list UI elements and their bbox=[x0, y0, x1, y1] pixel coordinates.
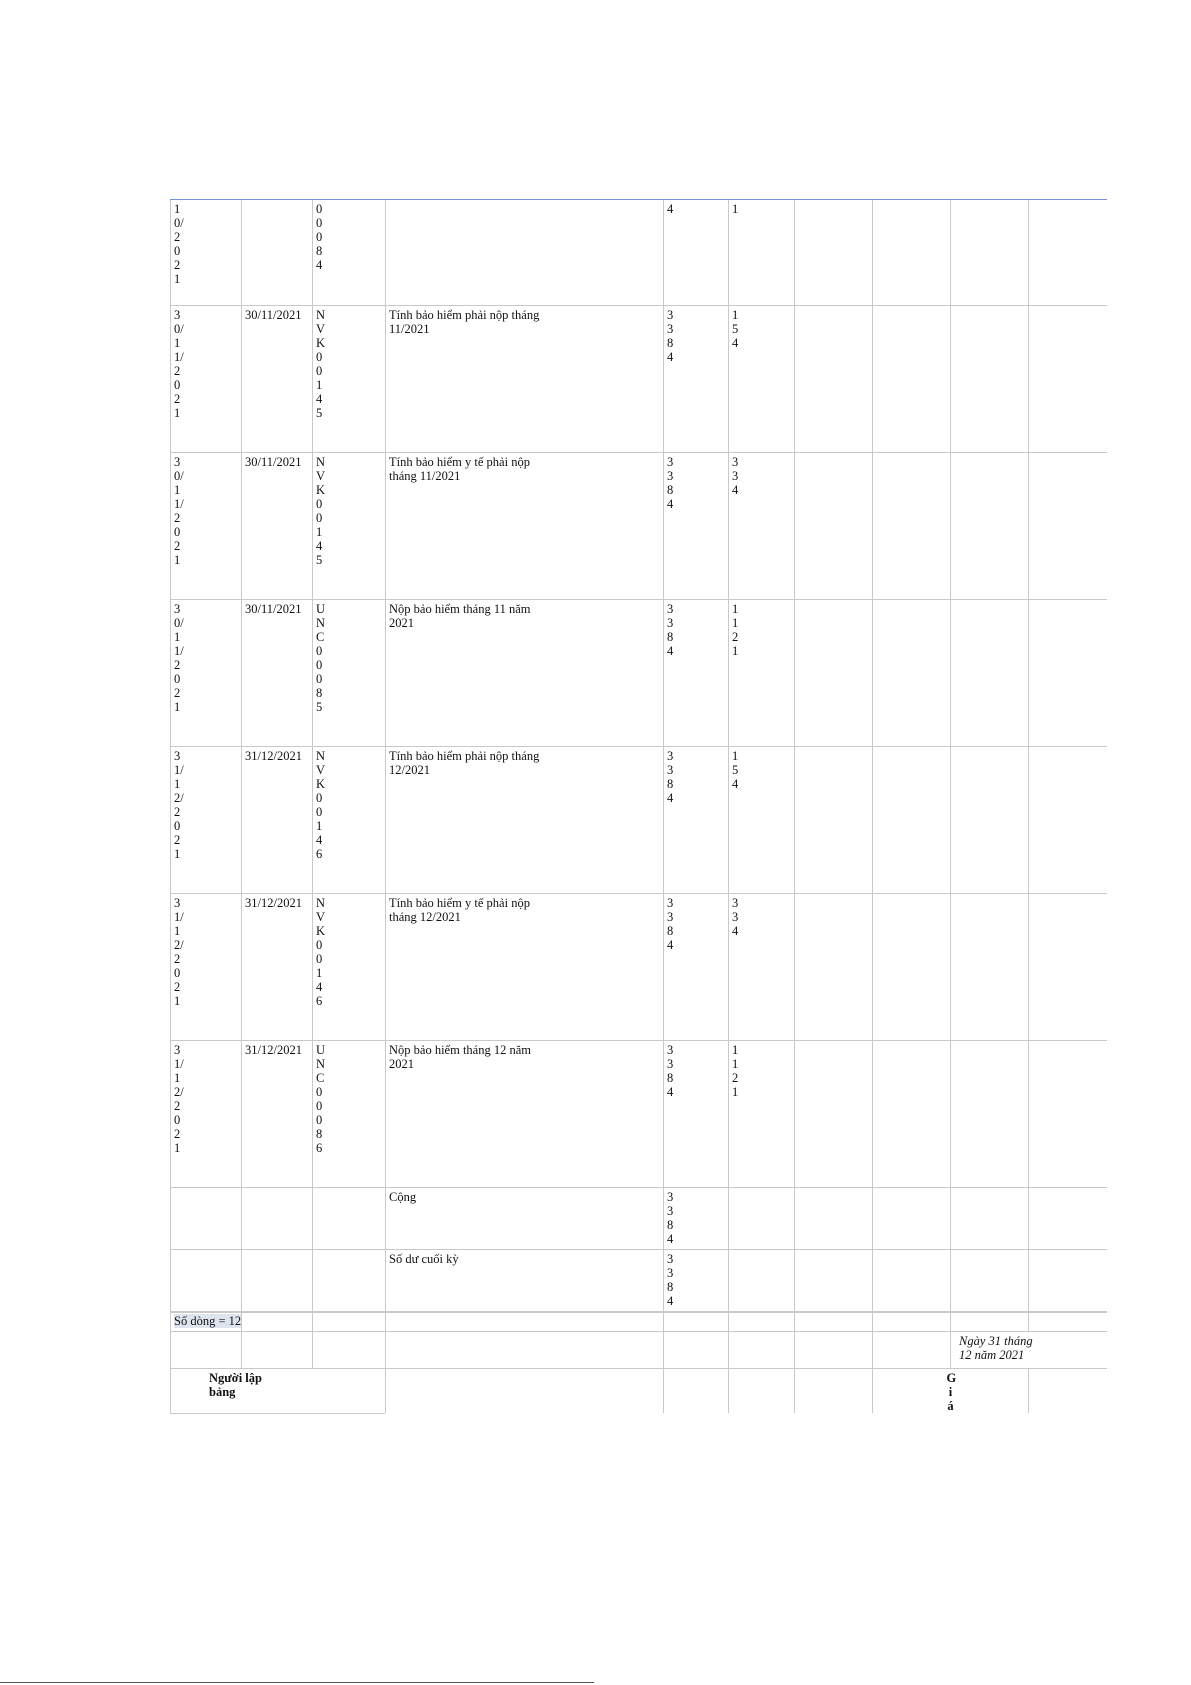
signature-cell-4 bbox=[794, 1369, 872, 1413]
ledger-cell-r1-c8 bbox=[950, 306, 1028, 453]
posting-date: 31/12/2021 bbox=[245, 749, 302, 763]
account-vertical: 3384 bbox=[667, 455, 674, 511]
ledger-cell-r6-c7 bbox=[872, 1041, 950, 1188]
contra-account-vertical: 334 bbox=[732, 896, 739, 938]
rowcount-cell-c6 bbox=[794, 1312, 872, 1331]
page-bottom-rule bbox=[0, 1682, 594, 1683]
rowcount-cell-c5 bbox=[728, 1312, 794, 1331]
signdate-cell-c2 bbox=[312, 1332, 385, 1368]
ledger-cell-r2-c6 bbox=[794, 453, 872, 600]
rowcount-cell-c3 bbox=[385, 1312, 663, 1331]
entry-description: Nộp bảo hiểm tháng 12 năm 2021 bbox=[389, 1043, 531, 1071]
closing-cell-c8 bbox=[950, 1250, 1028, 1312]
voucher-number-vertical: NVK00145 bbox=[316, 308, 326, 420]
ledger-cell-r6-c9 bbox=[1028, 1041, 1107, 1188]
total-label: Cộng bbox=[389, 1190, 417, 1204]
ledger-cell-r3-c6 bbox=[794, 600, 872, 747]
ledger-cell-r3-c5 bbox=[728, 600, 794, 747]
total-cell-c7 bbox=[872, 1188, 950, 1250]
ledger-cell-r5-c0 bbox=[170, 894, 241, 1041]
ledger-cell-r5-c3 bbox=[385, 894, 663, 1041]
ledger-cell-r5-c1 bbox=[241, 894, 312, 1041]
total-cell-c0 bbox=[170, 1188, 241, 1250]
ledger-cell-r0-c9 bbox=[1028, 200, 1107, 306]
signature-cell-0 bbox=[170, 1369, 385, 1413]
ledger-cell-r6-c2 bbox=[312, 1041, 385, 1188]
total-cell-c5 bbox=[728, 1188, 794, 1250]
voucher-number-vertical: 00084 bbox=[316, 202, 323, 272]
closing-cell-c9 bbox=[1028, 1250, 1107, 1312]
ledger-cell-r4-c3 bbox=[385, 747, 663, 894]
ledger-cell-r0-c3 bbox=[385, 200, 663, 306]
rowcount-cell-c9 bbox=[1028, 1312, 1107, 1331]
voucher-date-vertical: 30/11/2021 bbox=[174, 455, 184, 567]
contra-account-vertical: 334 bbox=[732, 455, 739, 497]
ledger-cell-r0-c4 bbox=[663, 200, 728, 306]
contra-account-vertical: 154 bbox=[732, 308, 739, 350]
prepared-by-label: bảng bbox=[209, 1385, 236, 1399]
signature-date: Ngày 31 tháng bbox=[959, 1334, 1033, 1348]
contra-account-vertical: 154 bbox=[732, 749, 739, 791]
ledger-cell-r2-c2 bbox=[312, 453, 385, 600]
ledger-cell-r3-c3 bbox=[385, 600, 663, 747]
ledger-cell-r2-c1 bbox=[241, 453, 312, 600]
entry-description: Tính bảo hiểm y tế phải nộp tháng 11/2021 bbox=[389, 455, 530, 483]
ledger-cell-r6-c4 bbox=[663, 1041, 728, 1188]
total-cell-c1 bbox=[241, 1188, 312, 1250]
account-vertical: 4 bbox=[667, 202, 674, 216]
total-cell-c8 bbox=[950, 1188, 1028, 1250]
entry-description: Tính bảo hiểm phải nộp tháng 11/2021 bbox=[389, 308, 540, 336]
ledger-cell-r3-c1 bbox=[241, 600, 312, 747]
closing-cell-c3 bbox=[385, 1250, 663, 1312]
closing-cell-c0 bbox=[170, 1250, 241, 1312]
ledger-cell-r0-c7 bbox=[872, 200, 950, 306]
closing-cell-c7 bbox=[872, 1250, 950, 1312]
entry-description: Tính bảo hiểm phải nộp tháng 12/2021 bbox=[389, 749, 540, 777]
rowcount-cell-c8 bbox=[950, 1312, 1028, 1331]
closing-cell-c6 bbox=[794, 1250, 872, 1312]
closing-cell-c5 bbox=[728, 1250, 794, 1312]
voucher-number-vertical: NVK00146 bbox=[316, 896, 326, 1008]
ledger-cell-r1-c1 bbox=[241, 306, 312, 453]
contra-account-vertical: 1 bbox=[732, 202, 739, 216]
account-vertical: 3384 bbox=[667, 602, 674, 658]
ledger-cell-r1-c3 bbox=[385, 306, 663, 453]
posting-date: 31/12/2021 bbox=[245, 896, 302, 910]
ledger-cell-r4-c6 bbox=[794, 747, 872, 894]
ledger-cell-r0-c1 bbox=[241, 200, 312, 306]
account-vertical: 3384 bbox=[667, 749, 674, 805]
ledger-cell-r5-c9 bbox=[1028, 894, 1107, 1041]
ledger-cell-r0-c6 bbox=[794, 200, 872, 306]
signature-cell-5 bbox=[872, 1369, 1028, 1413]
ledger-cell-r2-c3 bbox=[385, 453, 663, 600]
rowcount-cell-c4 bbox=[663, 1312, 728, 1331]
ledger-cell-r4-c9 bbox=[1028, 747, 1107, 894]
signdate-cell-c4 bbox=[663, 1332, 728, 1368]
ledger-cell-r1-c0 bbox=[170, 306, 241, 453]
posting-date: 31/12/2021 bbox=[245, 1043, 302, 1057]
voucher-date-vertical: 31/12/2021 bbox=[174, 749, 184, 861]
ledger-cell-r1-c6 bbox=[794, 306, 872, 453]
closing-cell-c2 bbox=[312, 1250, 385, 1312]
ledger-cell-r4-c1 bbox=[241, 747, 312, 894]
ledger-cell-r5-c6 bbox=[794, 894, 872, 1041]
signature-cell-3 bbox=[728, 1369, 794, 1413]
voucher-number-vertical: UNC00085 bbox=[316, 602, 326, 714]
posting-date: 30/11/2021 bbox=[245, 455, 302, 469]
closing-cell-c4 bbox=[663, 1250, 728, 1312]
ledger-cell-r0-c2 bbox=[312, 200, 385, 306]
signature-cell-2 bbox=[663, 1369, 728, 1413]
director-label-vertical: Giá bbox=[946, 1371, 957, 1413]
ledger-cell-r4-c0 bbox=[170, 747, 241, 894]
row-divider bbox=[170, 1413, 385, 1414]
closing-account-vertical: 3384 bbox=[667, 1252, 674, 1308]
voucher-number-vertical: NVK00146 bbox=[316, 749, 326, 861]
ledger-cell-r4-c7 bbox=[872, 747, 950, 894]
total-cell-c6 bbox=[794, 1188, 872, 1250]
total-account-vertical: 3384 bbox=[667, 1190, 674, 1246]
total-cell-c2 bbox=[312, 1188, 385, 1250]
ledger-cell-r0-c8 bbox=[950, 200, 1028, 306]
signdate-cell-c8 bbox=[950, 1332, 1107, 1368]
ledger-cell-r6-c5 bbox=[728, 1041, 794, 1188]
ledger-cell-r2-c5 bbox=[728, 453, 794, 600]
posting-date: 30/11/2021 bbox=[245, 602, 302, 616]
signature-cell-1 bbox=[385, 1369, 663, 1413]
signdate-cell-c3 bbox=[385, 1332, 663, 1368]
closing-label: Số dư cuối kỳ bbox=[389, 1252, 459, 1266]
ledger-cell-r6-c1 bbox=[241, 1041, 312, 1188]
voucher-date-vertical: 30/11/2021 bbox=[174, 308, 184, 420]
voucher-date-vertical: 31/12/2021 bbox=[174, 1043, 184, 1155]
signdate-cell-c7 bbox=[872, 1332, 950, 1368]
ledger-cell-r0-c0 bbox=[170, 200, 241, 306]
closing-cell-c1 bbox=[241, 1250, 312, 1312]
contra-account-vertical: 1121 bbox=[732, 1043, 739, 1099]
signdate-cell-c6 bbox=[794, 1332, 872, 1368]
row-count: Số dòng = 12 bbox=[174, 1314, 242, 1328]
rowcount-cell-c0 bbox=[170, 1312, 241, 1331]
signdate-cell-c5 bbox=[728, 1332, 794, 1368]
ledger-cell-r3-c4 bbox=[663, 600, 728, 747]
ledger-cell-r4-c5 bbox=[728, 747, 794, 894]
rowcount-cell-c2 bbox=[312, 1312, 385, 1331]
ledger-cell-r5-c2 bbox=[312, 894, 385, 1041]
ledger-cell-r0-c5 bbox=[728, 200, 794, 306]
voucher-date-vertical: 30/11/2021 bbox=[174, 602, 184, 714]
ledger-cell-r4-c4 bbox=[663, 747, 728, 894]
voucher-number-vertical: UNC00086 bbox=[316, 1043, 326, 1155]
contra-account-vertical: 1121 bbox=[732, 602, 739, 658]
ledger-cell-r6-c8 bbox=[950, 1041, 1028, 1188]
ledger-cell-r2-c0 bbox=[170, 453, 241, 600]
account-vertical: 3384 bbox=[667, 896, 674, 952]
ledger-cell-r4-c8 bbox=[950, 747, 1028, 894]
ledger-cell-r5-c5 bbox=[728, 894, 794, 1041]
voucher-date-vertical: 31/12/2021 bbox=[174, 896, 184, 1008]
posting-date: 30/11/2021 bbox=[245, 308, 302, 322]
ledger-cell-r2-c7 bbox=[872, 453, 950, 600]
entry-description: Tính bảo hiểm y tế phải nộp tháng 12/2021 bbox=[389, 896, 530, 924]
ledger-cell-r1-c2 bbox=[312, 306, 385, 453]
entry-description: Nộp bảo hiểm tháng 11 năm 2021 bbox=[389, 602, 531, 630]
ledger-cell-r3-c0 bbox=[170, 600, 241, 747]
ledger-cell-r1-c4 bbox=[663, 306, 728, 453]
ledger-cell-r3-c7 bbox=[872, 600, 950, 747]
signature-date: 12 năm 2021 bbox=[959, 1348, 1025, 1362]
account-vertical: 3384 bbox=[667, 1043, 674, 1099]
total-cell-c4 bbox=[663, 1188, 728, 1250]
rowcount-cell-c7 bbox=[872, 1312, 950, 1331]
ledger-cell-r2-c9 bbox=[1028, 453, 1107, 600]
ledger-cell-r4-c2 bbox=[312, 747, 385, 894]
rowcount-cell-c1 bbox=[241, 1312, 312, 1331]
prepared-by-label: Người lập bbox=[209, 1371, 262, 1385]
ledger-cell-r5-c4 bbox=[663, 894, 728, 1041]
voucher-date-vertical: 10/2021 bbox=[174, 202, 184, 286]
ledger-cell-r2-c8 bbox=[950, 453, 1028, 600]
total-cell-c9 bbox=[1028, 1188, 1107, 1250]
signdate-cell-c0 bbox=[170, 1332, 241, 1368]
ledger-cell-r3-c2 bbox=[312, 600, 385, 747]
ledger-cell-r1-c9 bbox=[1028, 306, 1107, 453]
voucher-number-vertical: NVK00145 bbox=[316, 455, 326, 567]
ledger-cell-r6-c0 bbox=[170, 1041, 241, 1188]
ledger-cell-r5-c8 bbox=[950, 894, 1028, 1041]
ledger-cell-r2-c4 bbox=[663, 453, 728, 600]
ledger-cell-r1-c5 bbox=[728, 306, 794, 453]
ledger-cell-r6-c6 bbox=[794, 1041, 872, 1188]
ledger-cell-r3-c9 bbox=[1028, 600, 1107, 747]
account-vertical: 3384 bbox=[667, 308, 674, 364]
ledger-cell-r1-c7 bbox=[872, 306, 950, 453]
ledger-cell-r3-c8 bbox=[950, 600, 1028, 747]
ledger-cell-r6-c3 bbox=[385, 1041, 663, 1188]
signature-cell-6 bbox=[1028, 1369, 1107, 1413]
signdate-cell-c1 bbox=[241, 1332, 312, 1368]
ledger-cell-r5-c7 bbox=[872, 894, 950, 1041]
total-cell-c3 bbox=[385, 1188, 663, 1250]
